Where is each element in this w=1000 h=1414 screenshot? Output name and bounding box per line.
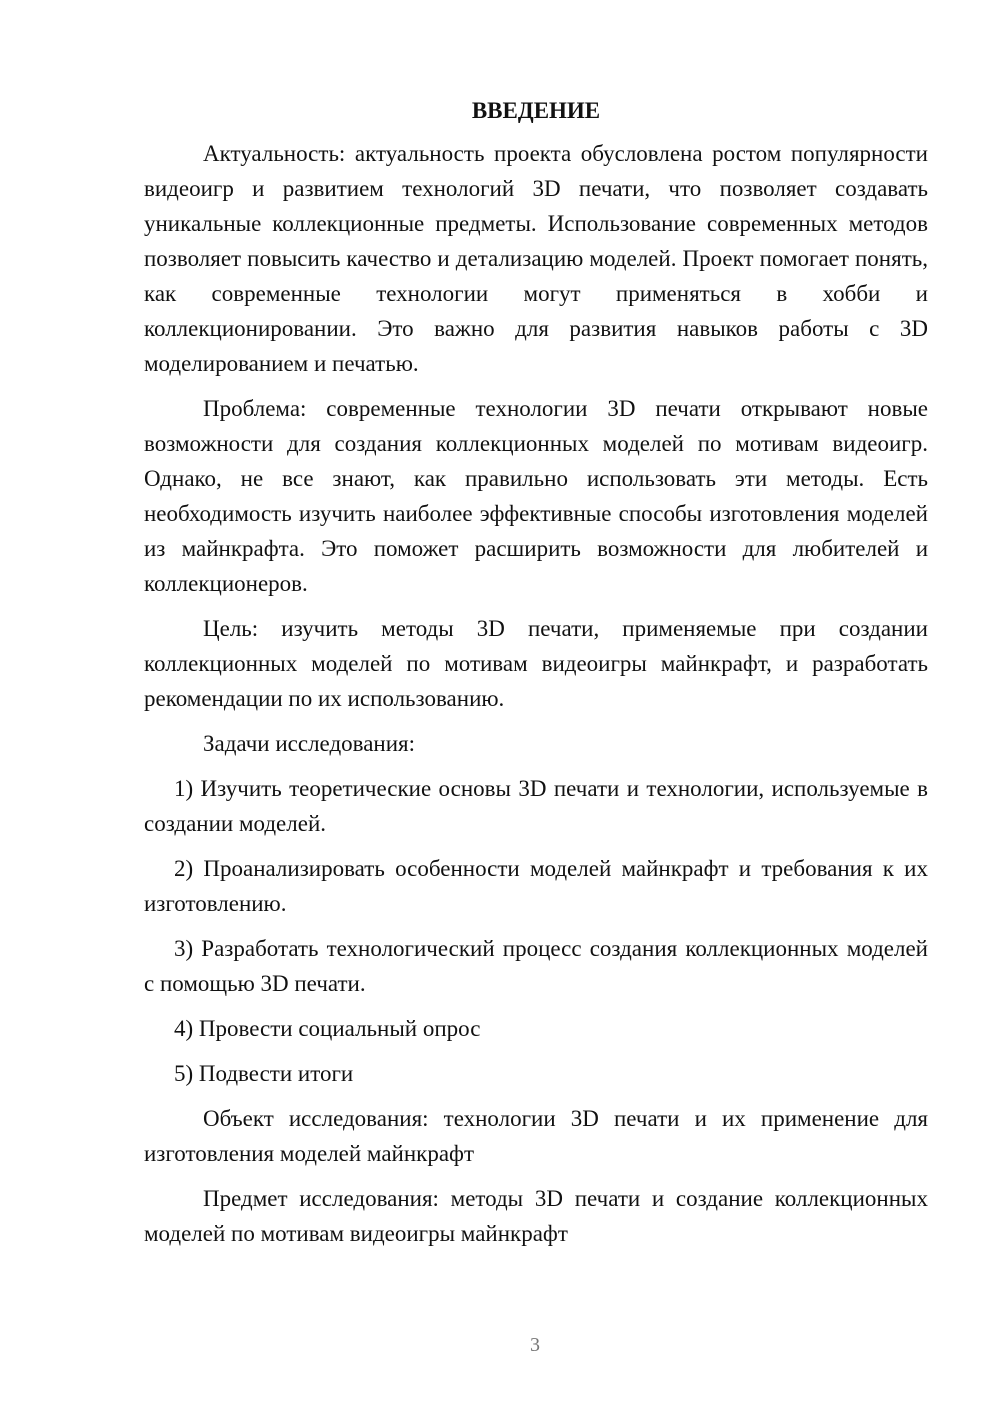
subject-paragraph: Предмет исследования: методы 3D печати и создание коллекционных моделей по мотивам видеоигры майнкрафт xyxy=(144,1186,928,1246)
document-body xyxy=(144,96,928,1261)
task-item-5: 5) Подвести итоги xyxy=(174,1061,354,1086)
section-title: ВВЕДЕНИЕ xyxy=(471,98,601,123)
goal-paragraph: Цель: изучить методы 3D печати, применяемые при создании коллекционных моделей по мотивам видеоигры майнкрафт, и разработать рекомендации по их использованию. xyxy=(144,616,928,711)
page-number: 3 xyxy=(530,1334,540,1356)
problem-paragraph: Проблема: современные технологии 3D печати открывают новые возможности для создания коллекционных моделей по мотивам видеоигр. Однако, не все знают, как правильно использовать эти методы. Есть необходимость изучить наиболее эффективные способы изготовления моделей из майнкрафта. Это поможет расширить возможности для любителей и коллекционеров. xyxy=(144,396,928,596)
task-item-4: 4) Провести социальный опрос xyxy=(174,1016,481,1041)
task-item-2: 2) Проанализировать особенности моделей майнкрафт и требования к их изготовлению. xyxy=(144,856,928,916)
task-item-3: 3) Разработать технологический процесс создания коллекционных моделей с помощью 3D печати. xyxy=(144,936,928,996)
tasks-heading: Задачи исследования: xyxy=(203,731,416,756)
relevance-paragraph: Актуальность: актуальность проекта обусловлена ростом популярности видеоигр и развитием технологий 3D печати, что позволяет создавать уникальные коллекционные предметы. Использование современных методов позволяет повысить качество и детализацию моделей. Проект помогает понять, как современные технологии могут применяться в хобби и коллекционировании. Это важно для развития навыков работы с 3D моделированием и печатью. xyxy=(144,141,928,376)
task-item-1: 1) Изучить теоретические основы 3D печати и технологии, используемые в создании моделей. xyxy=(144,776,928,836)
object-paragraph: Объект исследования: технологии 3D печати и их применение для изготовления моделей майнкрафт xyxy=(144,1106,928,1166)
